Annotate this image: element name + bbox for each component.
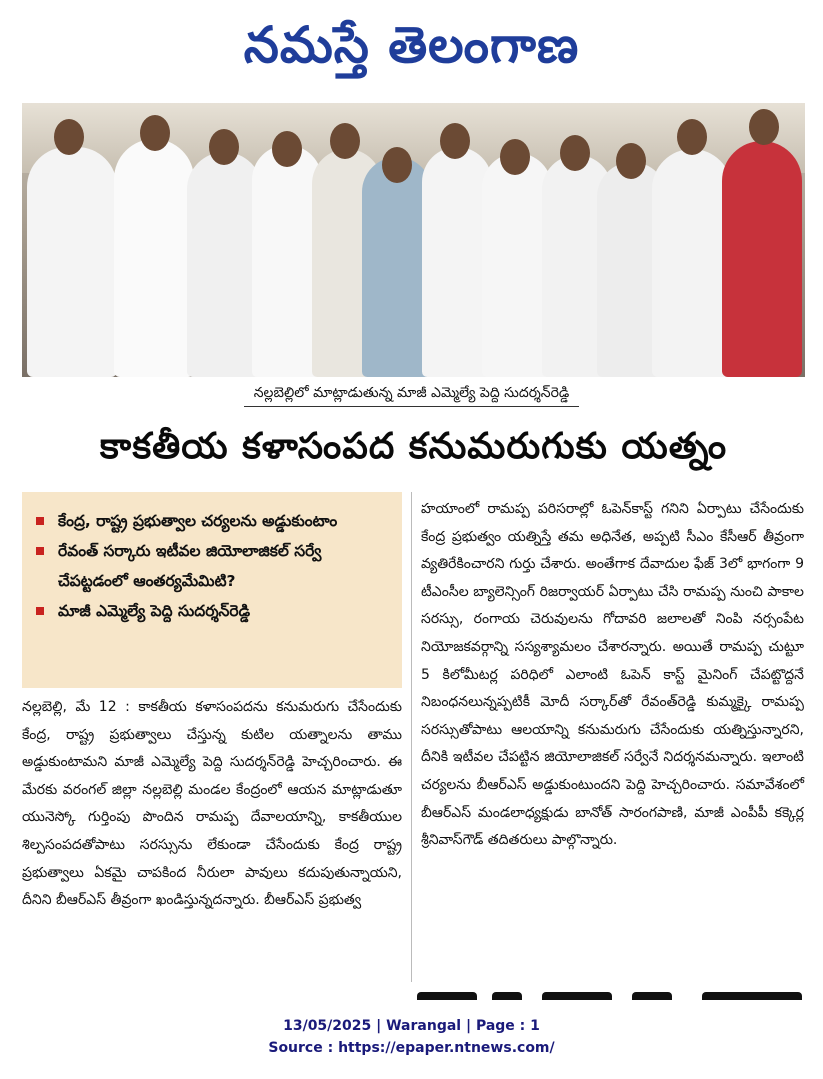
person-head: [330, 123, 360, 159]
person-head: [440, 123, 470, 159]
next-headline-strip: [22, 992, 805, 1000]
person-figure: [187, 152, 262, 377]
person-head: [560, 135, 590, 171]
person-head: [54, 119, 84, 155]
highlight-text: మాజీ ఎమ్మెల్యే పెద్ది సుదర్శన్‌రెడ్డి: [58, 602, 251, 620]
highlights-box: [22, 492, 402, 688]
page-footer: [0, 1015, 823, 1059]
person-figure: [722, 141, 802, 377]
footer-date-page: 13/05/2025 | Warangal | Page : 1: [283, 1018, 540, 1034]
person-figure: [652, 149, 732, 377]
bullet-icon: [36, 547, 44, 555]
article-headline: కాకతీయ కళాసంపద కనుమరుగుకు యత్నం: [99, 426, 728, 467]
article-body-left: నల్లబెల్లి, మే 12 : కాకతీయ కళాసంపదను కనుమరుగు చేసేందుకు కేంద్ర, రాష్ట్ర ప్రభుత్వాలు చేస్తున్న కుటిల యత్నాలను తాము అడ్డుకుంటామని మాజీ ఎమ్మెల్యే పెద్ది సుదర్శన్‌రెడ్డి హెచ్చరించారు. ఈ మేరకు వరంగల్‌ జిల్లా నల్లబెల్లి మండల కేంద్రంలో ఆయన మాట్లాడుతూ యునెస్కో గుర్తింపు పొందిన రామప్ప దేవాలయాన్ని, కాకతీయుల శిల్పసంపదతోపాటు సరస్సును లేకుండా చేసేందుకు కేంద్ర రాష్ట్ర ప్రభుత్వాలు ఏకమై చాపకింద నీరులా పావులు కదుపుతున్నాయని, దీనిని బీఆర్‌ఎస్‌ తీవ్రంగా ఖండిస్తున్నదన్నారు. బీఆర్‌ఎస్‌ ప్రభుత్వ: [22, 699, 402, 909]
newspaper-title: నమస్తే తెలంగాణ: [243, 16, 580, 74]
highlight-item: [36, 596, 390, 626]
photo-caption: [0, 382, 823, 407]
news-photo: [22, 103, 805, 377]
person-head: [382, 147, 412, 183]
person-head: [140, 115, 170, 151]
person-head: [272, 131, 302, 167]
person-figure: [27, 147, 117, 377]
highlight-item: [36, 536, 390, 596]
caption-text: నల్లబెల్లిలో మాట్లాడుతున్న మాజీ ఎమ్మెల్యే పెద్ది సుదర్శన్‌రెడ్డి: [244, 383, 580, 407]
highlight-text: రేవంత్‌ సర్కారు ఇటీవల జియోలాజికల్‌ సర్వే చేపట్టడంలో ఆంతర్యమేమిటి?: [58, 542, 322, 590]
article-body-right: హయాంలో రామప్ప పరిసరాల్లో ఓపెన్‌కాస్ట్‌ గనిని ఏర్పాటు చేసేందుకు కేంద్ర ప్రభుత్వం యత్నిస్తే తమ అధినేత, అప్పటి సీఎం కేసీఆర్‌ తీవ్రంగా వ్యతిరేకించారని గుర్తు చేశారు. అంతేగాక దేవాదుల ఫేజ్‌ 3లో భాగంగా 9 టీఎంసీల బ్యాలెన్సింగ్‌ రిజర్వాయర్‌ ఏర్పాటు చేసి రామప్ప నుంచి పాకాల సరస్సు, రంగాయ చెరువులను గోదావరి జలాలతో నింపి నర్సంపేట నియోజకవర్గాన్ని సస్యశ్యామలం చేశారన్నారు. అయితే రామప్ప చుట్టూ 5 కిలోమీటర్ల పరిధిలో ఎలాంటి ఓపెన్‌ కాస్ట్‌ మైనింగ్‌ చేపట్టొద్దనే నిబంధనలున్నప్పటికీ మోదీ సర్కార్‌తో రేవంత్‌రెడ్డి కుమ్మక్కై రామప్ప సరస్సుతోపాటు ఆలయాన్ని కనుమరుగు చేసేందుకు యత్నిస్తున్నారని, దీనికి ఇటీవల చేపట్టిన జియోలాజికల్‌ సర్వేనే నిదర్శనమన్నారు. ఇలాంటి చర్యలను బీఆర్‌ఎస్‌ అడ్డుకుంటుందని పెద్ది హెచ్చరించారు. సమావేశంలో బీఆర్‌ఎస్‌ మండలాధ్యక్షుడు బానోత్‌ సారంగపాణి, మాజీ ఎంపీపీ కక్కెర్ల శ్రీనివాస్‌గౌడ్‌ తదితరులు పాల్గొన్నారు.: [421, 501, 804, 849]
bullet-icon: [36, 607, 44, 615]
footer-source: Source : https://epaper.ntnews.com/: [268, 1040, 555, 1056]
person-head: [500, 139, 530, 175]
person-head: [677, 119, 707, 155]
person-head: [209, 129, 239, 165]
highlight-text: కేంద్ర, రాష్ట్ర ప్రభుత్వాల చర్యలను అడ్డుకుంటాం: [58, 512, 338, 530]
column-divider: [411, 492, 412, 982]
bullet-icon: [36, 517, 44, 525]
person-figure: [114, 139, 194, 377]
person-head: [749, 109, 779, 145]
person-head: [616, 143, 646, 179]
masthead: [0, 6, 823, 84]
highlight-item: [36, 506, 390, 536]
